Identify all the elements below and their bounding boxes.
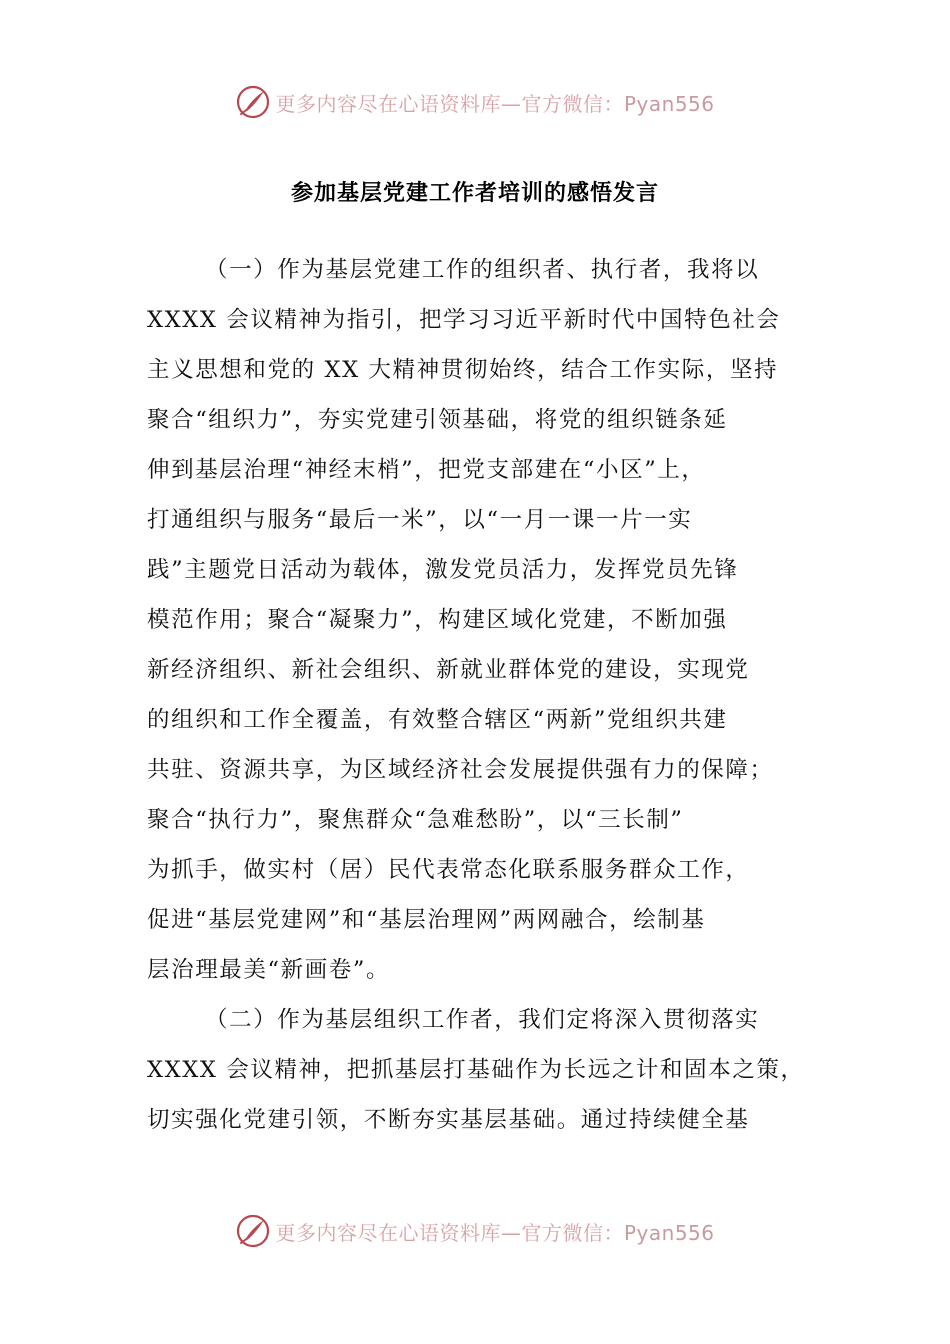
paragraph-line: 聚合“执行力”，聚焦群众“急难愁盼”，以“三长制” [147, 807, 684, 833]
paragraph-line: 践”主题党日活动为载体，激发党员活力，发挥党员先锋 [147, 557, 739, 583]
paragraph-line: 打通组织与服务“最后一米”，以“一月一课一片一实 [147, 507, 693, 533]
paragraph-line: 促进“基层党建网”和“基层治理网”两网融合，绘制基 [147, 907, 706, 933]
wechat-id: Pyan556 [623, 91, 715, 116]
watermark-text: 更多内容尽在心语资料库—官方微信：Pyan556 [275, 91, 715, 116]
paragraph-line: （一）作为基层党建工作的组织者、执行者，我将以 [205, 257, 760, 283]
footer-watermark [0, 1211, 950, 1251]
paragraph-line: 新经济组织、新社会组织、新就业群体党的建设，实现党 [147, 657, 750, 683]
paragraph-line: 切实强化党建引领，不断夯实基层基础。通过持续健全基 [147, 1107, 750, 1133]
paragraph-line: XXXX 会议精神，把抓基层打基础作为长远之计和固本之策， [147, 1057, 805, 1083]
watermark-text: 更多内容尽在心语资料库—官方微信：Pyan556 [275, 1220, 715, 1245]
paragraph-line: （二）作为基层组织工作者，我们定将深入贯彻落实 [205, 1007, 760, 1033]
paragraph-line: 共驻、资源共享，为区域经济社会发展提供强有力的保障； [147, 757, 774, 783]
quill-logo-icon [235, 1213, 271, 1249]
paragraph-line: 的组织和工作全覆盖，有效整合辖区“两新”党组织共建 [147, 707, 728, 733]
document-body [147, 248, 807, 1148]
paragraph-line: XXXX 会议精神为指引，把学习习近平新时代中国特色社会 [147, 307, 781, 333]
quill-logo-icon [235, 84, 271, 120]
paragraph-line: 层治理最美“新画卷”。 [147, 957, 391, 983]
paragraph-line: 为抓手，做实村（居）民代表常态化联系服务群众工作， [147, 857, 750, 883]
paragraph-line: 伸到基层治理“神经末梢”，把党支部建在“小区”上， [147, 457, 706, 483]
paragraph-line: 聚合“组织力”，夯实党建引领基础，将党的组织链条延 [147, 407, 728, 433]
paragraph-line: 模范作用；聚合“凝聚力”，构建区域化党建，不断加强 [147, 607, 728, 633]
wechat-id: Pyan556 [623, 1220, 715, 1245]
document-title: 参加基层党建工作者培训的感悟发言 [290, 180, 659, 206]
paragraph-line: 主义思想和党的 XX 大精神贯彻始终，结合工作实际，坚持 [147, 357, 779, 383]
header-watermark [0, 82, 950, 122]
